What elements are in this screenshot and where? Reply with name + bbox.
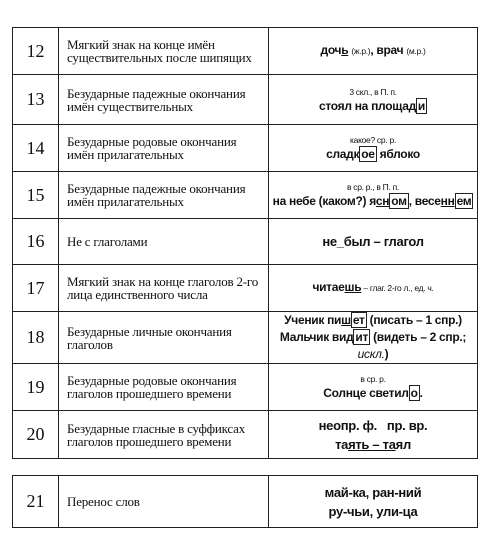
rules-table: [12, 27, 478, 459]
rules-table-extra: [12, 475, 478, 528]
rule-example: в ср. р. Солнце светил о .: [269, 364, 478, 411]
rule-number: 18: [13, 312, 59, 364]
table-row: [13, 364, 478, 411]
rule-example: Ученик пиш ет (писать – 1 спр.) Мальчик вид ит (видеть – 2 спр.; искл.): [269, 312, 478, 364]
table-row: [13, 28, 478, 75]
rule-text: Безударные личные окончания глаголов: [59, 312, 269, 364]
rule-text: Перенос слов: [59, 476, 269, 528]
table-row: [13, 265, 478, 312]
rule-example: не_был – глагол: [269, 219, 478, 265]
table-row: [13, 172, 478, 219]
rule-text: Безударные гласные в суффиксах глаголов прошедшего времени: [59, 411, 269, 459]
table-row: [13, 476, 478, 528]
rule-text: Безударные родовые окончания глаголов прошедшего времени: [59, 364, 269, 411]
rule-number: 17: [13, 265, 59, 312]
rule-number: 13: [13, 75, 59, 125]
rule-example: неопр. ф. пр. вр. таять – таял: [269, 411, 478, 459]
rule-number: 21: [13, 476, 59, 528]
rule-example: в ср. р., в П. п. на небе (каком?) ясн ом , весенн ем: [269, 172, 478, 219]
table-row: [13, 219, 478, 265]
rule-text: Безударные падежные окончания имён существительных: [59, 75, 269, 125]
rule-example: май-ка, ран-ний ру-чьи, ули-ца: [269, 476, 478, 528]
rule-number: 16: [13, 219, 59, 265]
rule-example: 3 скл., в П. п. стоял на площад и: [269, 75, 478, 125]
rule-text: Мягкий знак на конце глаголов 2-го лица единственного числа: [59, 265, 269, 312]
rule-text: Мягкий знак на конце имён существительных после шипящих: [59, 28, 269, 75]
rule-number: 12: [13, 28, 59, 75]
rule-example: дочь (ж.р.), врач (м.р.): [269, 28, 478, 75]
rule-example: читаешь – глаг. 2-го л., ед. ч.: [269, 265, 478, 312]
rule-text: Не с глаголами: [59, 219, 269, 265]
table-row: [13, 125, 478, 172]
rule-text: Безударные падежные окончания имён прилагательных: [59, 172, 269, 219]
rule-example: какое? ср. р. сладк ое яблоко: [269, 125, 478, 172]
table-row: [13, 312, 478, 364]
rule-text: Безударные родовые окончания имён прилагательных: [59, 125, 269, 172]
table-row: [13, 411, 478, 459]
table-row: [13, 75, 478, 125]
rule-number: 15: [13, 172, 59, 219]
rule-number: 20: [13, 411, 59, 459]
rule-number: 14: [13, 125, 59, 172]
rule-number: 19: [13, 364, 59, 411]
